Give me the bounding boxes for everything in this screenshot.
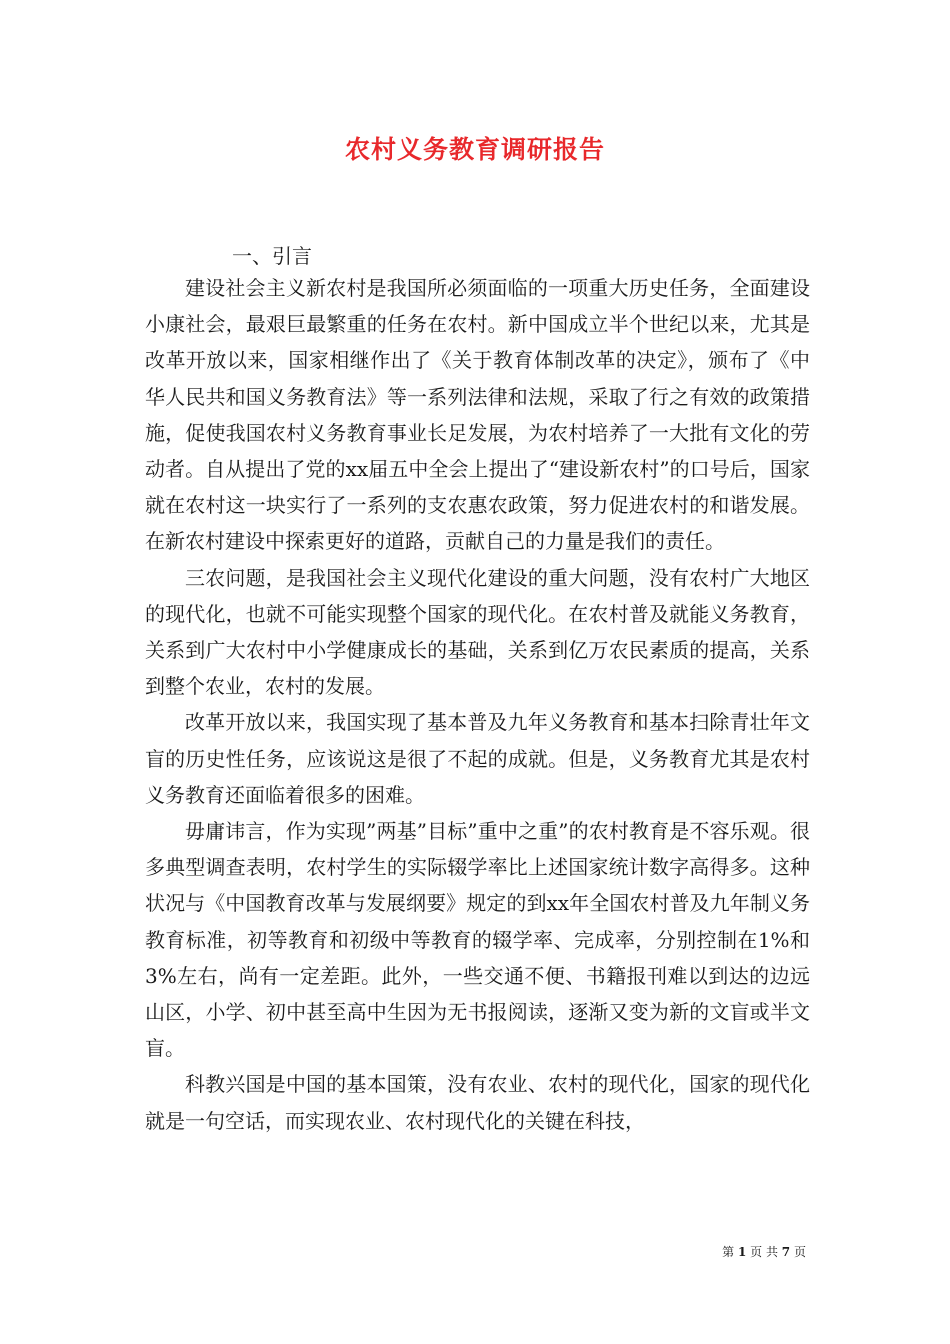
- paragraph-3: 改革开放以来，我国实现了基本普及九年义务教育和基本扫除青壮年文盲的历史性任务，应该说这是很了不起的成就。但是，义务教育尤其是农村义务教育还面临着很多的困难。: [145, 710, 810, 807]
- paragraph-2: 三农问题，是我国社会主义现代化建设的重大问题，没有农村广大地区的现代化，也就不可能实现整个国家的现代化。在农村普及就能义务教育，关系到广大农村中小学健康成长的基础，关系到亿万农民素质的提高，关系到整个农业，农村的发展。: [145, 565, 810, 699]
- footer-prefix: 第: [722, 1245, 735, 1259]
- page-footer: [0, 1244, 806, 1260]
- document-title: 农村义务教育调研报告: [344, 135, 605, 164]
- document-body: [145, 270, 810, 1139]
- footer-middle: 页 共: [750, 1245, 778, 1259]
- section-heading: 一、引言: [232, 244, 312, 268]
- footer-current-page: 1: [737, 1245, 747, 1259]
- footer-suffix: 页: [793, 1245, 806, 1259]
- paragraph-5: 科教兴国是中国的基本国策，没有农业、农村的现代化，国家的现代化就是一句空话，而实现农业、农村现代化的关键在科技，: [145, 1072, 810, 1133]
- paragraph-1: 建设社会主义新农村是我国所必须面临的一项重大历史任务，全面建设小康社会，最艰巨最繁重的任务在农村。新中国成立半个世纪以来，尤其是改革开放以来，国家相继作出了《关于教育体制改革的决定》，颁布了《中华人民共和国义务教育法》等一系列法律和法规，采取了行之有效的政策措施，促使我国农村义务教育事业长足发展，为农村培养了一大批有文化的劳动者。自从提出了党的xx届五中全会上提出了“建设新农村”的口号后，国家就在农村这一块实行了一系列的支农惠农政策，努力促进农村的和谐发展。在新农村建设中探索更好的道路，贡献自己的力量是我们的责任。: [145, 276, 810, 554]
- footer-total-pages: 7: [781, 1245, 791, 1259]
- paragraph-4: 毋庸讳言，作为实现”两基”目标”重中之重”的农村教育是不容乐观。很多典型调查表明，农村学生的实际辍学率比上述国家统计数字高得多。这种状况与《中国教育改革与发展纲要》规定的到xx年全国农村普及九年制义务教育标准，初等教育和初级中等教育的辍学率、完成率，分别控制在1%和3%左右，尚有一定差距。此外，一些交通不便、书籍报刊难以到达的边远山区，小学、初中甚至高中生因为无书报阅读，逐渐又变为新的文盲或半文盲。: [145, 819, 810, 1061]
